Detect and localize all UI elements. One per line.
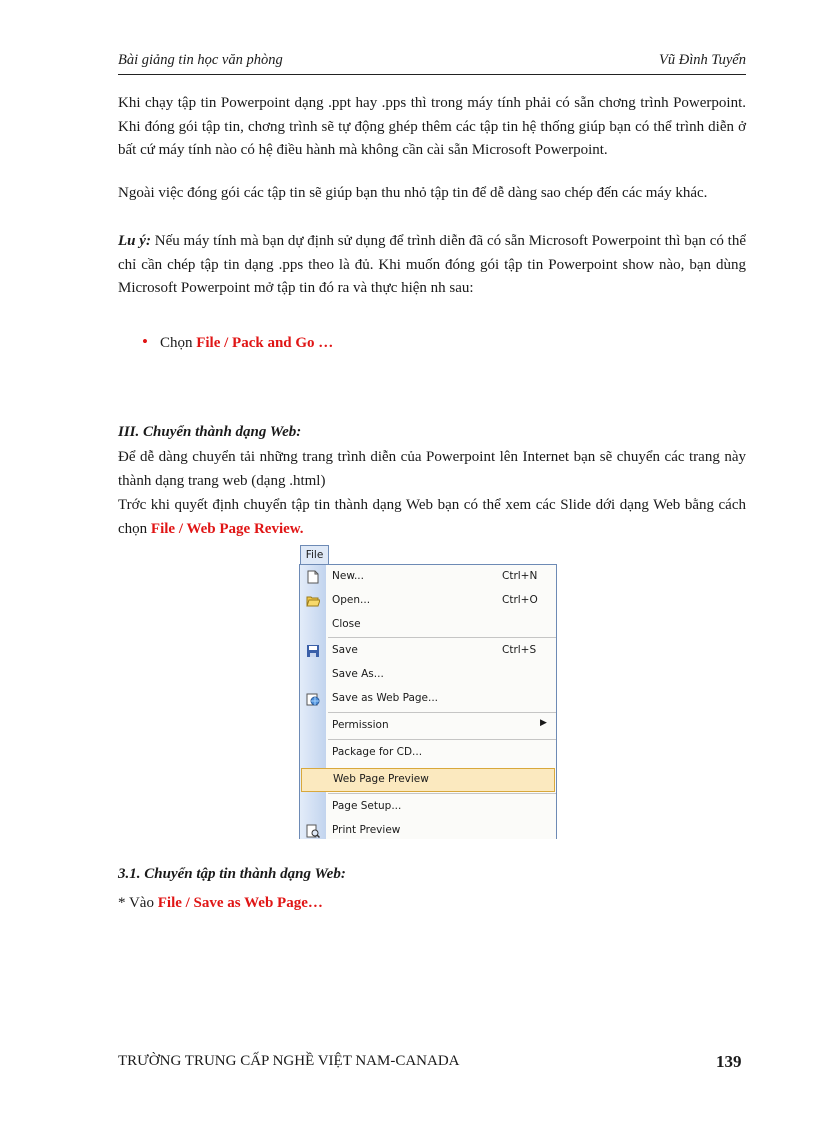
menu-separator [328, 793, 556, 794]
web-preview-text: Trớc khi quyết định chuyển tập tin thành dạng Web bạn có thể xem các Slide dới dạng Web bằng cách chọn [118, 497, 746, 537]
menu-item-save-as-web-page[interactable] [300, 687, 556, 711]
menu-item-save-as[interactable] [300, 663, 556, 687]
section-3-1-heading: 3.1. Chuyển tập tin thành dạng Web: [118, 866, 346, 882]
save-as-web-page-instruction [118, 892, 746, 916]
paragraph-web-intro: Để dễ dàng chuyển tải những trang trình diễn của Powerpoint lên Internet bạn sẽ chuyển các trang này thành dạng trang web (dạng .html) [118, 449, 746, 489]
menu-item-permission[interactable] [300, 714, 556, 738]
header-course-title: Bài giảng tin học văn phòng [118, 52, 283, 68]
menu-separator [328, 712, 556, 713]
paragraph-note [118, 230, 746, 301]
page-header [118, 52, 746, 75]
menu-item-page-setup-label: Page Setup... [332, 800, 402, 812]
bullet-pack-and-go [142, 330, 333, 355]
save-disk-icon [306, 644, 320, 658]
save-as-web-page-command: File / Save as Web Page… [157, 895, 323, 911]
menu-item-close-label: Close [332, 618, 361, 630]
menu-item-open-label: Open... [332, 594, 371, 606]
menu-item-print-preview[interactable] [300, 819, 556, 839]
menu-item-new[interactable] [300, 565, 556, 589]
header-author: Vũ Đình Tuyển [659, 52, 746, 68]
print-preview-icon [306, 824, 320, 838]
paragraph-compress: Ngoài việc đóng gói các tập tin sẽ giúp bạn thu nhỏ tập tin để dễ dàng sao chép đến các máy khác. [118, 185, 708, 201]
menu-item-open-shortcut: Ctrl+O [502, 594, 538, 606]
menu-item-close[interactable] [300, 613, 556, 637]
menu-item-save-as-label: Save As... [332, 668, 384, 680]
pack-and-go-command: File / Pack and Go … [196, 335, 334, 351]
footer-school-name: TRƯỜNG TRUNG CẤP NGHỀ VIỆT NAM-CANADA [118, 1053, 460, 1069]
menu-item-permission-label: Permission [332, 719, 389, 731]
paragraph-intro: Khi chạy tập tin Powerpoint dạng .ppt hay .pps thì trong máy tính phải có sẵn chơng trình Powerpoint. Khi đóng gói tập tin, chơng trình sẽ tự động ghép thêm các tập tin hệ thống giúp bạn có thể trình diễn ở bất cứ máy tính nào có hệ điều hành mà không cần cài sẵn Microsoft Powerpoint. [118, 95, 746, 158]
file-menu-tab[interactable]: File [300, 545, 329, 565]
menu-separator [328, 739, 556, 740]
paragraph-web-preview [118, 494, 746, 541]
menu-item-save-as-web-page-label: Save as Web Page... [332, 692, 439, 704]
menu-item-package-for-cd-label: Package for CD... [332, 746, 423, 758]
menu-item-package-for-cd[interactable] [300, 741, 556, 765]
menu-item-open[interactable] [300, 589, 556, 613]
menu-separator [328, 637, 556, 638]
file-menu-screenshot [299, 544, 557, 839]
file-menu-panel [299, 564, 557, 839]
note-label: Lu ý: [118, 233, 151, 249]
menu-item-new-shortcut: Ctrl+N [502, 570, 538, 582]
page-number: 139 [716, 1052, 742, 1071]
bullet-dot-icon: • [142, 332, 148, 351]
menu-item-save-label: Save [332, 644, 358, 656]
new-document-icon [306, 570, 320, 584]
web-page-review-command: File / Web Page Review. [150, 520, 304, 537]
menu-item-save-shortcut: Ctrl+S [502, 644, 537, 656]
open-folder-icon [306, 594, 320, 608]
web-page-icon [306, 692, 320, 706]
menu-item-save[interactable] [300, 639, 556, 663]
menu-item-web-page-preview-label: Web Page Preview [333, 773, 429, 785]
submenu-arrow-icon: ▶ [540, 718, 547, 728]
menu-item-page-setup[interactable] [300, 795, 556, 819]
menu-item-print-preview-label: Print Preview [332, 824, 401, 836]
section-3-heading: III. Chuyển thành dạng Web: [118, 424, 302, 440]
bullet-prefix: Chọn [159, 335, 197, 351]
menu-item-new-label: New... [332, 570, 364, 582]
menu-item-web-page-preview[interactable] [301, 768, 555, 792]
instruction-prefix: * Vào [118, 895, 158, 911]
note-text: Nếu máy tính mà bạn dự định sử dụng để trình diễn đã có sẵn Microsoft Powerpoint thì bạn có thể chỉ cần chép tập tin dạng .pps theo là đủ. Khi muốn đóng gói tập tin Powerpoint show nào, bạn dùng Microsoft Powerpoint mở tập tin đó ra và thực hiện nh sau: [118, 233, 746, 296]
